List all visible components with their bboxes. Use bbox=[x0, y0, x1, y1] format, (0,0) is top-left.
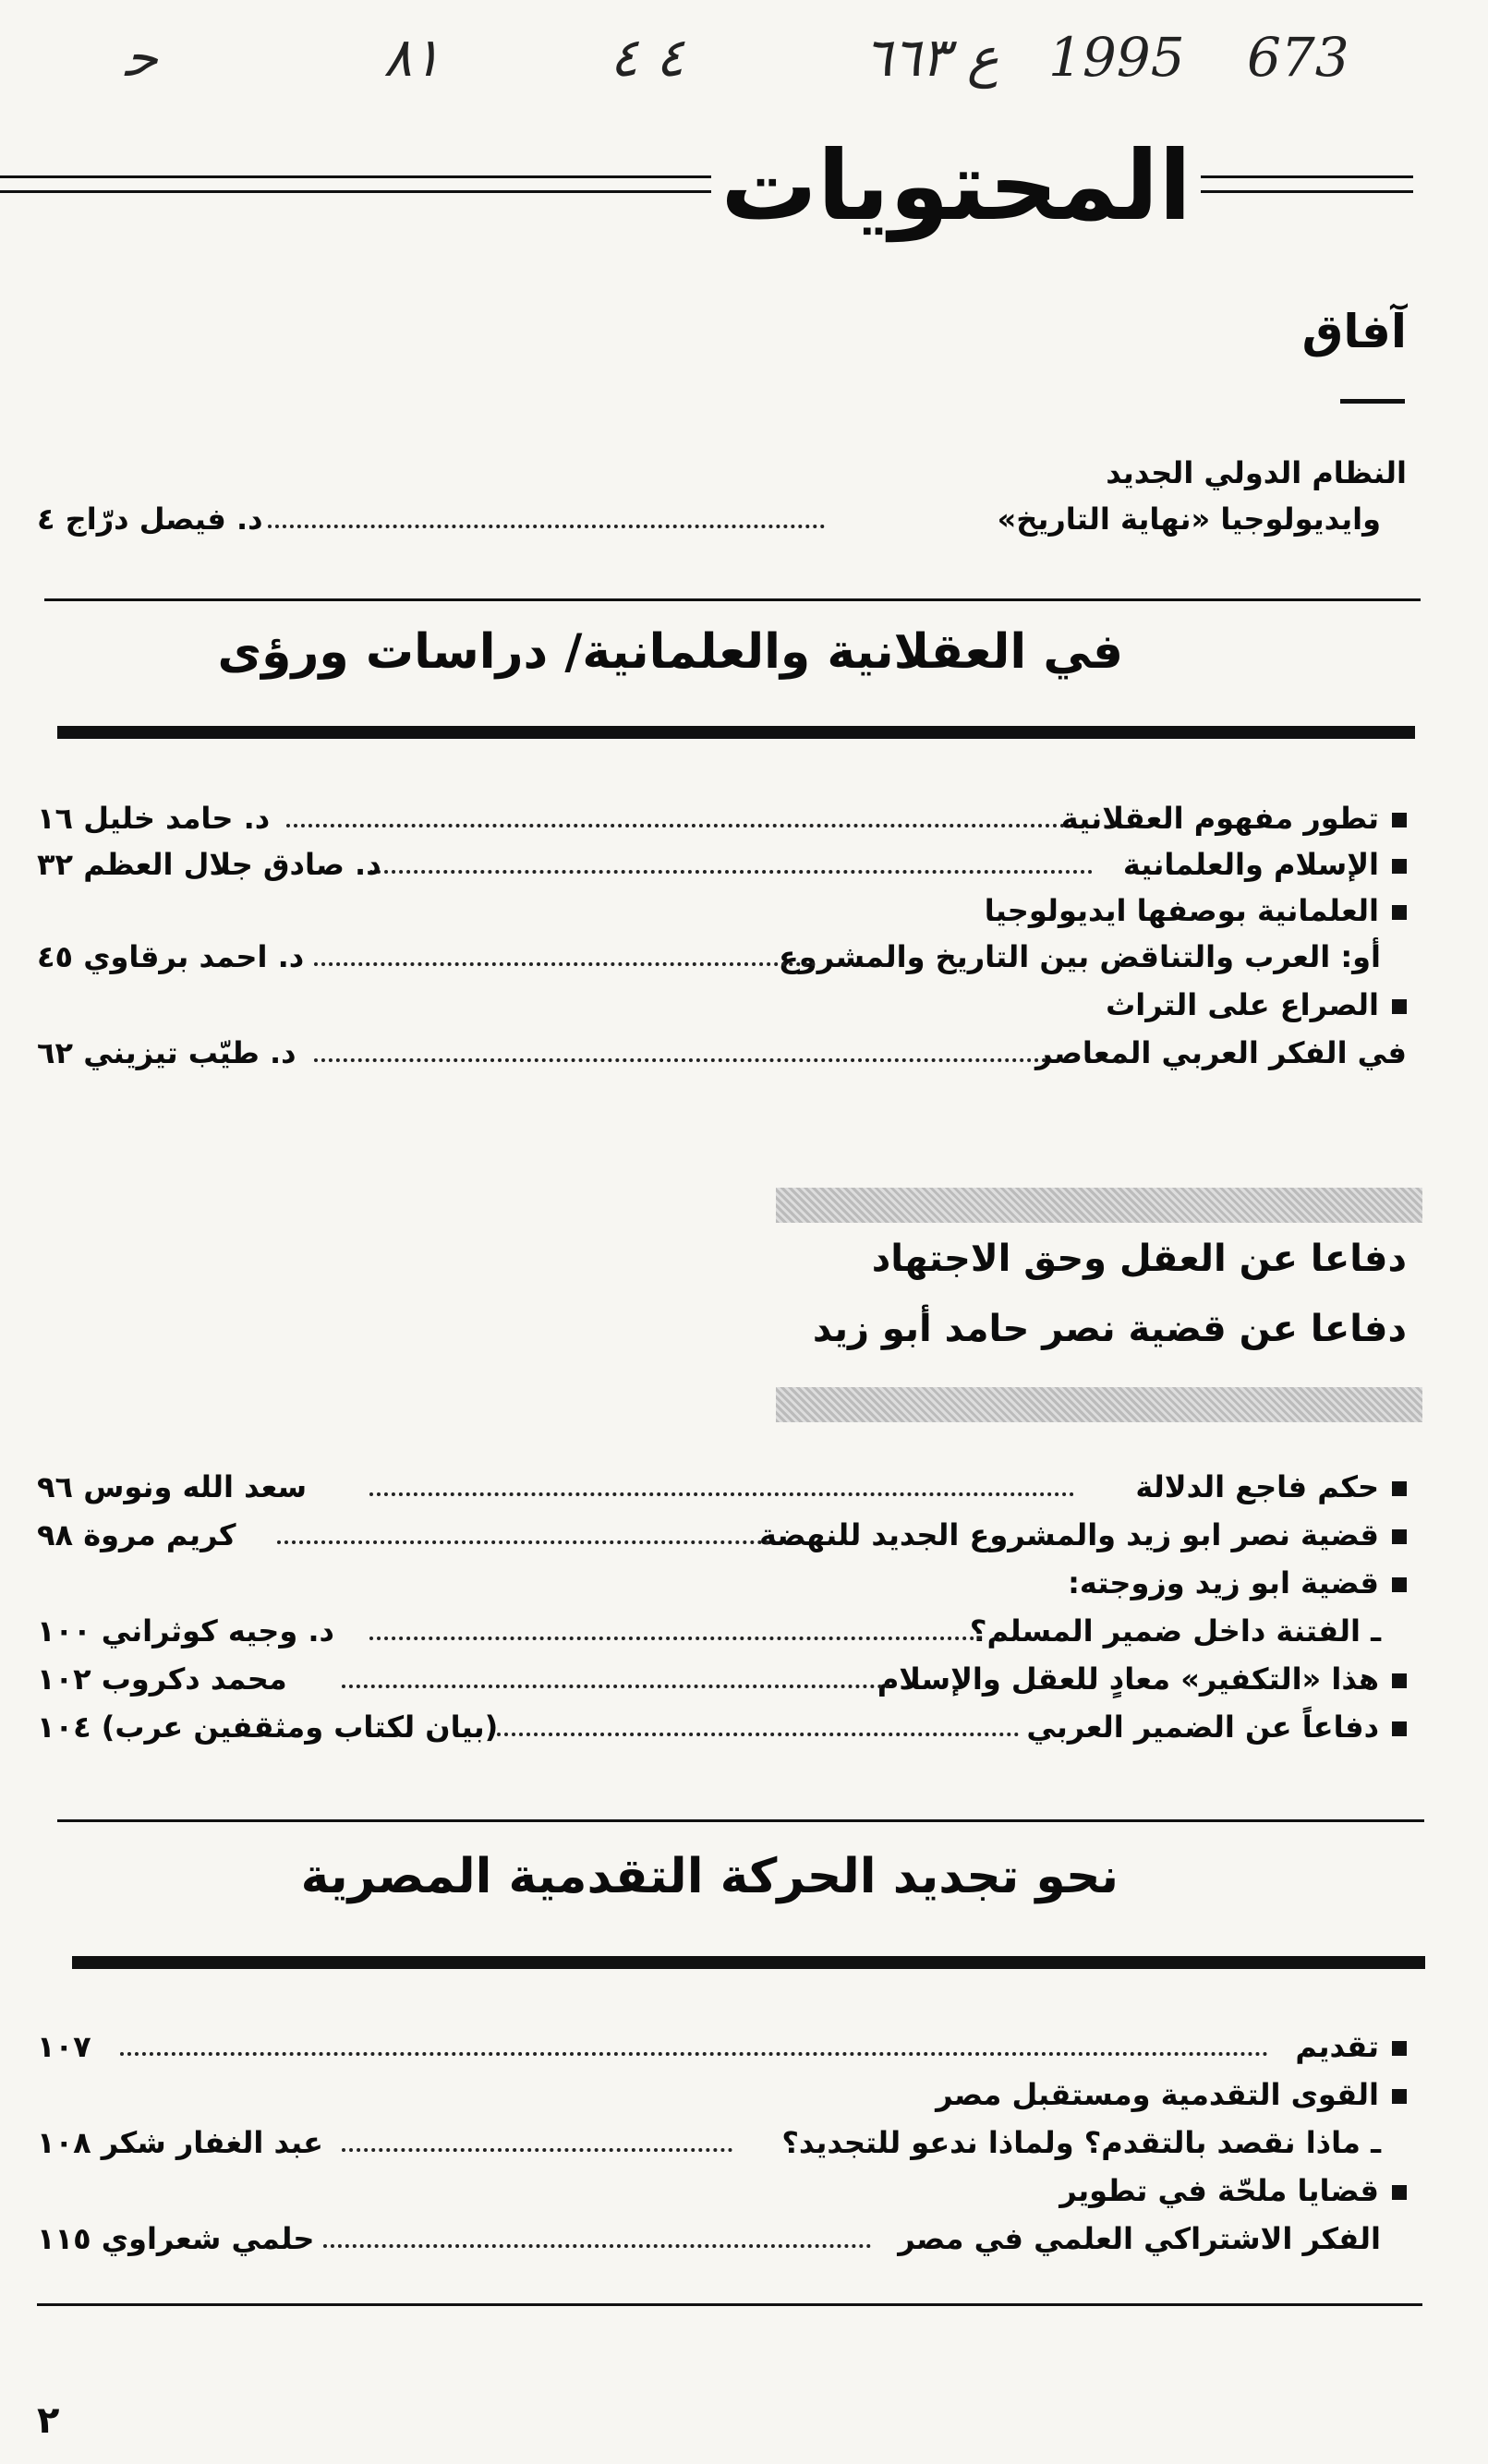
toc-entry[interactable] bbox=[37, 842, 1407, 887]
toc-entry[interactable] bbox=[37, 2120, 1407, 2165]
entry-title: القوى التقدمية ومستقبل مصر bbox=[936, 2072, 1407, 2117]
leader-dots bbox=[314, 1058, 1046, 1062]
leader-dots bbox=[490, 1733, 1019, 1736]
toc-entry[interactable] bbox=[37, 935, 1407, 979]
leader-dots bbox=[286, 824, 1065, 827]
bullet-icon bbox=[1392, 2089, 1407, 2104]
toc-entry[interactable] bbox=[37, 1609, 1407, 1653]
entry-title: الصراع على التراث bbox=[1106, 983, 1407, 1027]
entry-author: ١٠٧ bbox=[37, 2029, 91, 2064]
entry-author: محمد دكروب ١٠٢ bbox=[37, 1661, 287, 1697]
toc-entry[interactable] bbox=[37, 796, 1407, 840]
entry-title: الإسلام والعلمانية bbox=[1123, 842, 1407, 887]
section-heading: في العقلانية والعلمانية/ دراسات ورؤى bbox=[217, 624, 1123, 680]
leader-dots bbox=[342, 1685, 889, 1688]
section-rule bbox=[57, 1819, 1424, 1822]
section-rule bbox=[37, 2303, 1422, 2306]
halftone-bar bbox=[776, 1387, 1422, 1422]
bullet-icon bbox=[1392, 813, 1407, 827]
bullet-icon bbox=[1392, 2041, 1407, 2056]
entry-author: د. حامد خليل ١٦ bbox=[37, 801, 271, 836]
toc-entry[interactable] bbox=[37, 888, 1407, 933]
entry-title: ـ الفتنة داخل ضمير المسلم؟ bbox=[969, 1613, 1381, 1649]
halftone-bar bbox=[776, 1188, 1422, 1223]
section-rule-thick bbox=[57, 726, 1415, 739]
entry-author: د. طيّب تيزيني ٦٢ bbox=[37, 1035, 296, 1070]
entry-title: حكم فاجع الدلالة bbox=[1135, 1465, 1407, 1509]
entry-title: قضية ابو زيد وزوجته: bbox=[1068, 1561, 1407, 1605]
bullet-icon bbox=[1392, 1529, 1407, 1544]
entry-title: قضية نصر ابو زيد والمشروع الجديد للنهضة bbox=[759, 1513, 1407, 1557]
bullet-icon bbox=[1392, 1721, 1407, 1736]
handwritten-mark: ﺣ bbox=[125, 26, 158, 89]
leader-dots bbox=[277, 1540, 769, 1544]
entry-title: العلمانية بوصفها ايديولوجيا bbox=[985, 888, 1407, 933]
leader-dots bbox=[369, 1492, 1074, 1496]
toc-entry[interactable] bbox=[37, 1561, 1407, 1605]
entry-author: د. احمد برقاوي ٤٥ bbox=[37, 939, 305, 974]
leader-dots bbox=[323, 2244, 871, 2248]
page-number: ٢ bbox=[37, 2399, 60, 2442]
toc-entry[interactable] bbox=[37, 1513, 1407, 1557]
entry-title: قضايا ملحّة في تطوير bbox=[1059, 2168, 1407, 2213]
entry-author: (بيان لكتاب ومثقفين عرب) ١٠٤ bbox=[37, 1709, 499, 1745]
entry-title: دفاعاً عن الضمير العربي bbox=[1026, 1705, 1407, 1749]
bullet-icon bbox=[1392, 1577, 1407, 1592]
toc-entry[interactable] bbox=[37, 2216, 1407, 2261]
entry-author: د. وجيه كوثراني ١٠٠ bbox=[37, 1613, 334, 1649]
entry-title: في الفكر العربي المعاصر bbox=[1035, 1035, 1407, 1070]
section-rule bbox=[44, 598, 1421, 601]
entry-title: وايديولوجيا «نهاية التاريخ» bbox=[997, 501, 1381, 537]
handwritten-mark: ع ٦٦٣ bbox=[864, 26, 999, 89]
handwritten-number: 673 bbox=[1247, 26, 1349, 89]
entry-title: ـ ماذا نقصد بالتقدم؟ ولماذا ندعو للتجديد؟ bbox=[781, 2125, 1381, 2160]
toc-entry[interactable] bbox=[37, 1465, 1407, 1509]
entry-title: هذا «التكفير» معادٍ للعقل والإسلام bbox=[877, 1657, 1407, 1701]
toc-entry[interactable] bbox=[37, 1705, 1407, 1749]
toc-entry[interactable] bbox=[37, 1031, 1407, 1075]
entry-author: سعد الله ونوس ٩٦ bbox=[37, 1469, 308, 1504]
bullet-icon bbox=[1392, 905, 1407, 920]
entry-title: الفكر الاشتراكي العلمي في مصر bbox=[898, 2221, 1381, 2256]
entry-title: النظام الدولي الجديد bbox=[1106, 455, 1407, 490]
entry-title: تقديم bbox=[1295, 2024, 1407, 2069]
leader-dots bbox=[314, 962, 816, 966]
page-title-block bbox=[0, 129, 1413, 240]
bullet-icon bbox=[1392, 2185, 1407, 2200]
section-rule-thick bbox=[72, 1956, 1425, 1969]
afaq-rule bbox=[1340, 399, 1405, 404]
bullet-icon bbox=[1392, 999, 1407, 1014]
handwritten-mark: ٤ ٤ bbox=[610, 26, 684, 89]
toc-entry[interactable] bbox=[37, 2072, 1407, 2117]
leader-dots bbox=[120, 2052, 1268, 2056]
leader-dots bbox=[369, 870, 1093, 874]
toc-entry[interactable] bbox=[37, 2168, 1407, 2213]
entry-author: كريم مروة ٩٨ bbox=[37, 1517, 236, 1552]
entry-title: أو: العرب والتناقض بين التاريخ والمشروع bbox=[778, 939, 1381, 974]
toc-entry[interactable] bbox=[37, 1657, 1407, 1701]
entry-author: عبد الغفار شكر ١٠٨ bbox=[37, 2125, 323, 2160]
entry-author: د. صادق جلال العظم ٣٢ bbox=[37, 847, 381, 882]
afaq-heading: آفاق bbox=[1301, 305, 1407, 358]
entry-author: حلمي شعراوي ١١٥ bbox=[37, 2221, 315, 2256]
section-heading: دفاعا عن قضية نصر حامد أبو زيد bbox=[812, 1308, 1407, 1350]
handwritten-year: 1995 bbox=[1048, 26, 1185, 89]
toc-entry[interactable] bbox=[37, 451, 1407, 495]
title-rule bbox=[0, 190, 1413, 193]
title-rule bbox=[0, 175, 1413, 178]
leader-dots bbox=[342, 2148, 732, 2152]
leader-dots bbox=[268, 525, 825, 528]
section-heading: دفاعا عن العقل وحق الاجتهاد bbox=[871, 1238, 1407, 1280]
page-title: المحتويات bbox=[711, 129, 1201, 242]
section-heading: نحو تجديد الحركة التقدمية المصرية bbox=[300, 1849, 1119, 1904]
toc-entry[interactable] bbox=[37, 983, 1407, 1027]
entry-title: تطور مفهوم العقلانية bbox=[1061, 796, 1407, 840]
leader-dots bbox=[369, 1637, 982, 1640]
bullet-icon bbox=[1392, 1481, 1407, 1496]
bullet-icon bbox=[1392, 1673, 1407, 1688]
bullet-icon bbox=[1392, 859, 1407, 874]
entry-author: د. فيصل درّاج ٤ bbox=[37, 501, 263, 537]
handwritten-mark: ٨١ bbox=[383, 26, 442, 89]
toc-entry[interactable] bbox=[37, 2024, 1407, 2069]
toc-entry[interactable] bbox=[37, 497, 1407, 541]
